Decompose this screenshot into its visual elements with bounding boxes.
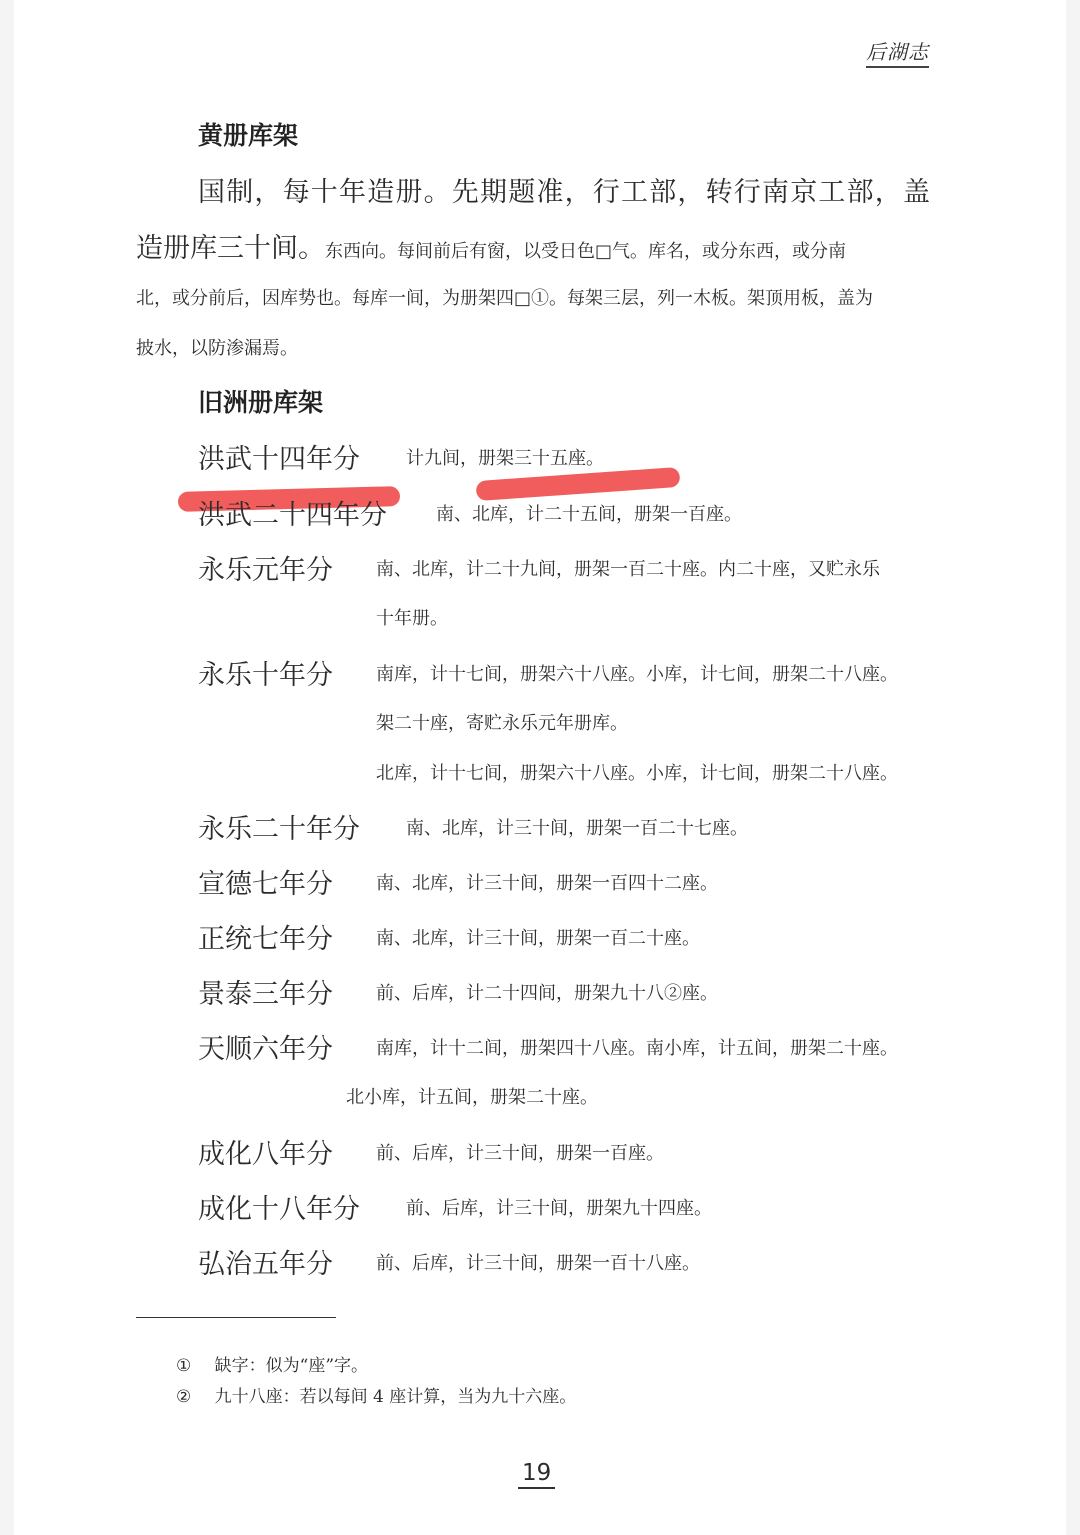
entry-text: 前、后库，计二十四间，册架九十八②座。 (376, 983, 718, 1004)
entry-text: 前、后库，计三十间，册架一百座。 (376, 1143, 664, 1164)
entry-label: 永乐二十年分 (198, 814, 360, 845)
entry-text: 前、后库，计三十间，册架一百十八座。 (376, 1253, 700, 1274)
running-head: 后湖志 (866, 36, 929, 68)
footnote (176, 1351, 368, 1376)
entry-text: 前、后库，计三十间，册架九十四座。 (406, 1198, 712, 1219)
entry-label: 弘治五年分 (198, 1249, 333, 1280)
entry-text-continued: 北小库，计五间，册架二十座。 (346, 1087, 598, 1108)
entry-label: 洪武二十四年分 (198, 500, 387, 531)
highlight-mark (476, 467, 681, 501)
entry-label: 正统七年分 (198, 924, 333, 955)
body-text-large: 造册库三十间。 (136, 233, 325, 264)
entry-text-continued: 十年册。 (376, 608, 448, 629)
entry-text: 南、北库，计三十间，册架一百二十七座。 (406, 818, 748, 839)
entry-label: 洪武十四年分 (198, 444, 360, 475)
entry-text: 南、北库，计三十间，册架一百四十二座。 (376, 873, 718, 894)
entry-text: 计九间，册架三十五座。 (406, 448, 604, 469)
section-heading-jiuzhou: 旧洲册库架 (198, 388, 324, 417)
entry-label: 永乐元年分 (198, 555, 333, 586)
entry-label: 成化十八年分 (198, 1194, 360, 1225)
body-text-small: 东西向。每间前后有窗，以受日色□气。库名，或分东西，或分南 (325, 241, 847, 262)
entry-text: 南、北库，计三十间，册架一百二十座。 (376, 928, 700, 949)
footnote (176, 1382, 576, 1407)
entry-label: 宣德七年分 (198, 869, 333, 900)
document-page (14, 0, 1066, 1535)
entry-text: 南库，计十二间，册架四十八座。南小库，计五间，册架二十座。 (376, 1038, 898, 1059)
body-line: 北，或分前后，因库势也。每库一间，为册架四□①。每架三层，列一木板。架顶用板，盖为 (136, 288, 874, 309)
entry-label: 永乐十年分 (198, 660, 333, 691)
entry-text-continued: 北库，计十七间，册架六十八座。小库，计七间，册架二十八座。 (376, 763, 898, 784)
page-number: 19 (518, 1460, 555, 1489)
entry-text: 南、北库，计二十九间，册架一百二十座。内二十座，又贮永乐 (376, 559, 880, 580)
footnote-text: 缺字：似为“座”字。 (214, 1356, 369, 1376)
entry-label: 天顺六年分 (198, 1034, 333, 1065)
entry-text-continued: 架二十座，寄贮永乐元年册库。 (376, 713, 628, 734)
body-line (136, 226, 846, 265)
footnote-mark: ② (176, 1387, 192, 1407)
entry-label: 景泰三年分 (198, 979, 333, 1010)
entry-label: 成化八年分 (198, 1139, 333, 1170)
footnote-text: 九十八座：若以每间 4 座计算，当为九十六座。 (214, 1387, 577, 1407)
entry-text: 南库，计十七间，册架六十八座。小库，计七间，册架二十八座。 (376, 664, 898, 685)
entry-text: 南、北库，计二十五间，册架一百座。 (436, 504, 742, 525)
footnote-rule (136, 1317, 336, 1318)
body-line: 国制，每十年造册。先期题准，行工部，转行南京工部，盖 (198, 177, 932, 208)
footnote-mark: ① (176, 1356, 192, 1376)
body-line: 披水，以防渗漏焉。 (136, 338, 298, 359)
section-heading-huangce: 黄册库架 (198, 121, 299, 150)
